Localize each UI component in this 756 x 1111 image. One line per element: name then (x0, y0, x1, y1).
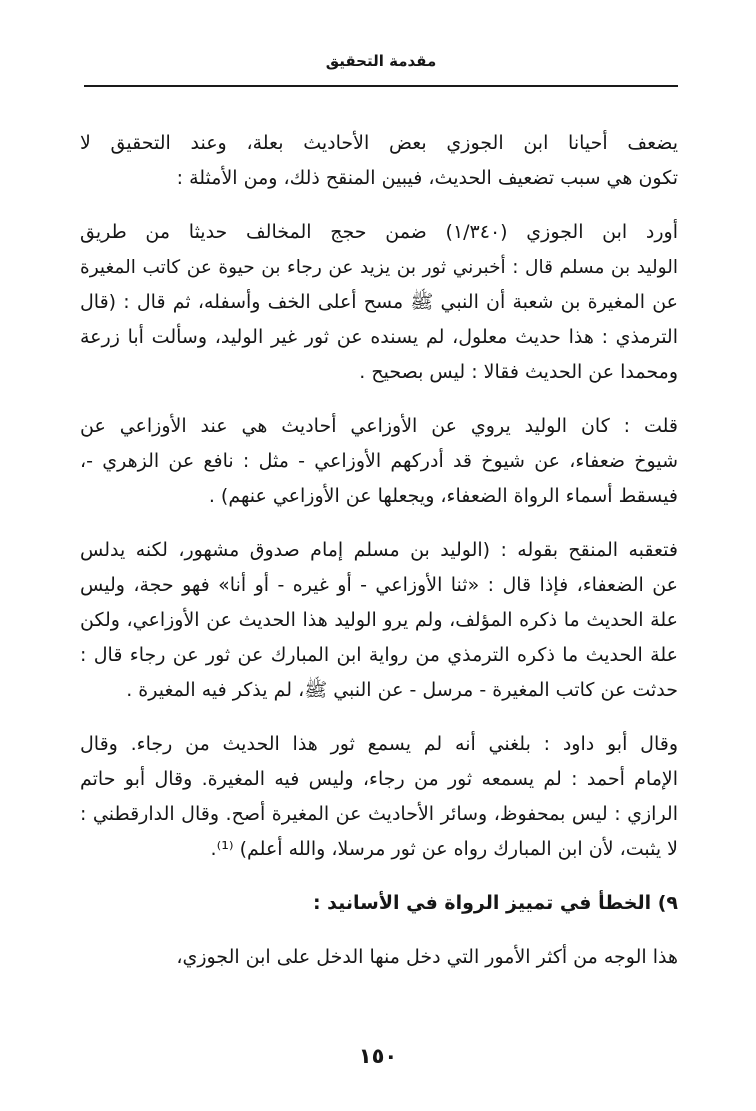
paragraph-example (80, 215, 678, 390)
text-line: الوليد بن مسلم قال : أخبرني ثور بن يزيد عن رجاء بن حيوة عن كاتب المغيرة (80, 257, 678, 278)
text-line: شيوخ ضعفاء، عن شيوخ قد أدركهم الأوزاعي - مثل : نافع عن الزهري -، (80, 450, 678, 472)
text-line: ومحمدا عن الحديث فقالا : ليس بصحيح . (359, 361, 678, 383)
header-rule (84, 85, 678, 87)
text-line: تكون هي سبب تضعيف الحديث، فيبين المنقح ذلك، ومن الأمثلة : (176, 167, 678, 189)
text-line: أورد ابن الجوزي (١/٣٤٠) ضمن حجج المخالف حديثا من طريق (80, 221, 678, 243)
paragraph-intro (80, 126, 678, 196)
section-heading-text: ٩) الخطأ في تمييز الرواة في الأسانيد : (312, 892, 678, 914)
page-number: ١٥٠ (358, 1044, 398, 1068)
paragraph-comment (80, 409, 678, 514)
paragraph-rebuttal (80, 533, 678, 708)
text-line: الرازي : ليس بمحفوظ، وسائر الأحاديث عن المغيرة أصح. وقال الدارقطني : (80, 803, 678, 825)
text-line: الإمام أحمد : لم يسمعه ثور من رجاء، وليس فيه المغيرة. وقال أبو حاتم (80, 768, 678, 790)
body-text (80, 126, 678, 994)
text-line: حدثت عن كاتب المغيرة - مرسل - عن النبي ﷺ، لم يذكر فيه المغيرة . (126, 679, 678, 701)
text-line: لا يثبت، لأن ابن المبارك رواه عن ثور مرسلا، والله أعلم) ⁽¹⁾. (210, 838, 678, 860)
paragraph-quotations (80, 727, 678, 867)
text-line: هذا الوجه من أكثر الأمور التي دخل منها الدخل على ابن الجوزي، (176, 946, 678, 968)
paragraph-section-start (80, 940, 678, 975)
text-line: علة الحديث ما ذكره الترمذي من رواية ابن المبارك عن ثور عن رجاء قال : (80, 644, 678, 666)
section-heading (80, 886, 678, 921)
text-line: فيسقط أسماء الرواة الضعفاء، ويجعلها عن الأوزاعي عنهم) . (208, 485, 678, 507)
text-line: يضعف أحيانا ابن الجوزي بعض الأحاديث بعلة، وعند التحقيق لا (80, 132, 678, 154)
text-line: وقال أبو داود : بلغني أنه لم يسمع ثور هذا الحديث من رجاء. وقال (80, 733, 678, 755)
text-line: عن المغيرة بن شعبة أن النبي ﷺ مسح أعلى الخف وأسفله، ثم قال : (قال (80, 291, 678, 313)
text-line: قلت : كان الوليد يروي عن الأوزاعي أحاديث هي عند الأوزاعي عن (80, 415, 678, 437)
text-line: عن الضعفاء، فإذا قال : «ثنا الأوزاعي - أو غيره - أو أنا» فهو حجة، وليس (80, 574, 678, 596)
text-line: علة الحديث ما ذكره المؤلف، ولم يرو الوليد هذا الحديث عن الأوزاعي، ولكن (80, 609, 678, 631)
text-line: فتعقبه المنقح بقوله : (الوليد بن مسلم إمام صدوق مشهور، لكنه يدلس (80, 539, 678, 561)
running-head-title: مقدمة التحقيق (325, 52, 437, 70)
text-line: الترمذي : هذا حديث معلول، لم يسنده عن ثور غير الوليد، وسألت أبا زرعة (80, 326, 678, 348)
